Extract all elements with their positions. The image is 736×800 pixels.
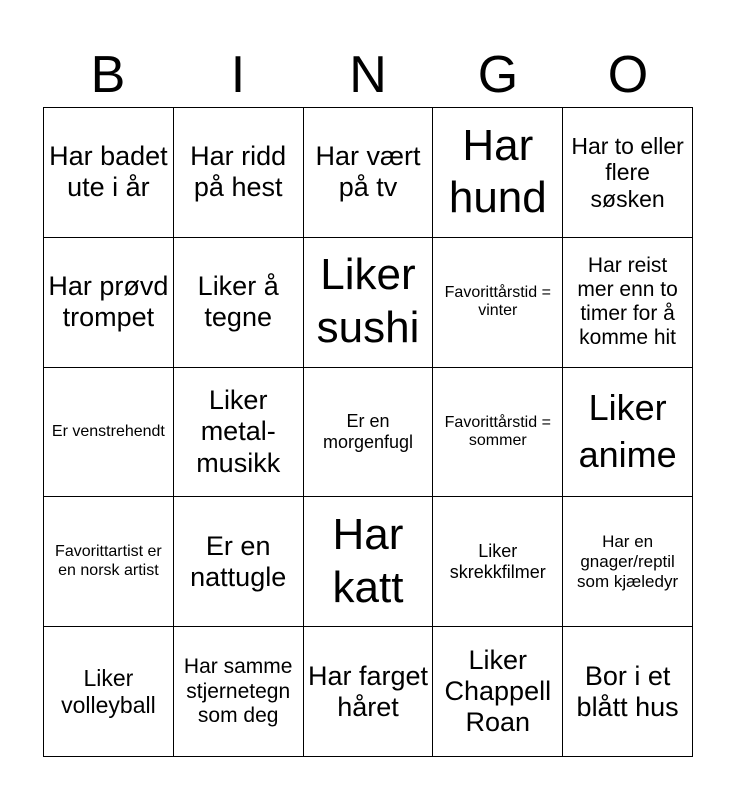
bingo-header [43,44,693,106]
bingo-cell[interactable]: Har katt [304,497,434,627]
bingo-cell[interactable]: Bor i et blått hus [563,627,693,757]
header-letter-i: I [230,46,246,104]
bingo-cell[interactable]: Har reist mer enn to timer for å komme hit [563,238,693,368]
bingo-cell[interactable]: Liker skrekkfilmer [433,497,563,627]
bingo-cell[interactable]: Har prøvd trompet [44,238,174,368]
bingo-cell[interactable]: Har ridd på hest [174,108,304,238]
header-letter-n: N [349,46,387,104]
header-letter-g: G [477,46,519,104]
bingo-cell[interactable]: Liker anime [563,368,693,498]
bingo-cell[interactable]: Er en morgenfugl [304,368,434,498]
bingo-cell[interactable]: Har en gnager/reptil som kjæledyr [563,497,693,627]
bingo-cell[interactable]: Liker metal-musikk [174,368,304,498]
bingo-cell[interactable]: Har samme stjernetegn som deg [174,627,304,757]
bingo-cell[interactable]: Har vært på tv [304,108,434,238]
bingo-cell[interactable]: Har farget håret [304,627,434,757]
bingo-cell[interactable]: Liker Chappell Roan [433,627,563,757]
bingo-cell[interactable]: Har badet ute i år [44,108,174,238]
bingo-cell[interactable]: Har hund [433,108,563,238]
bingo-grid [43,107,693,757]
bingo-cell[interactable]: Er venstrehendt [44,368,174,498]
header-letter-b: B [90,46,126,104]
bingo-cell[interactable]: Liker sushi [304,238,434,368]
bingo-cell[interactable]: Er en nattugle [174,497,304,627]
bingo-cell[interactable]: Liker å tegne [174,238,304,368]
header-letter-o: O [607,46,649,104]
bingo-cell[interactable]: Har to eller flere søsken [563,108,693,238]
bingo-cell[interactable]: Favorittartist er en norsk artist [44,497,174,627]
bingo-cell[interactable]: Favorittårstid = sommer [433,368,563,498]
bingo-cell[interactable]: Liker volleyball [44,627,174,757]
bingo-cell[interactable]: Favorittårstid = vinter [433,238,563,368]
